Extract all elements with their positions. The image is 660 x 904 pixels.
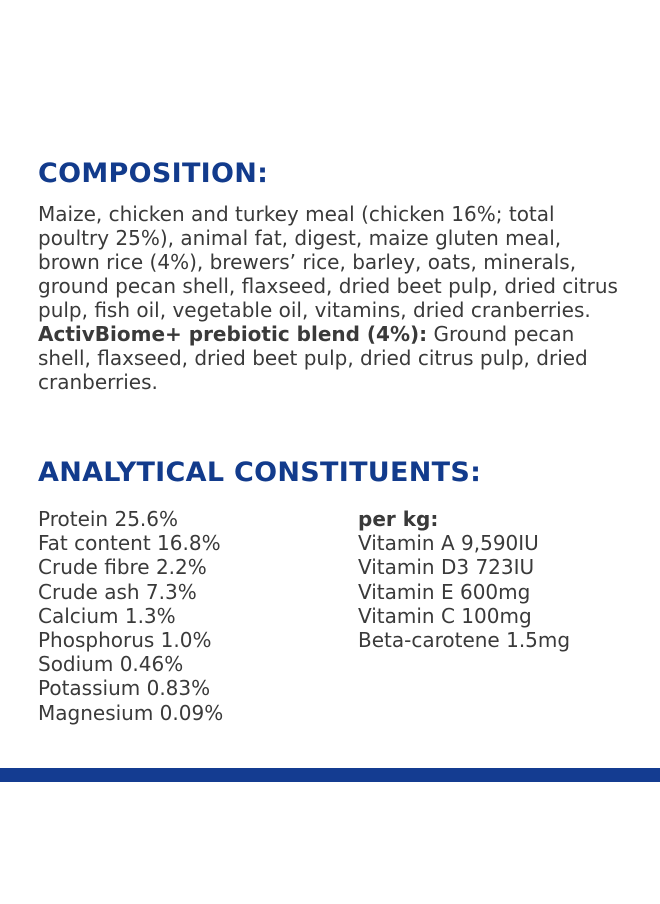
analytical-constituents-heading: ANALYTICAL CONSTITUENTS: (38, 457, 482, 488)
vitamin-item: Vitamin D3 723IU (358, 555, 535, 580)
constituents-list (38, 507, 223, 725)
vitamin-item: Vitamin C 100mg (358, 603, 532, 628)
prebiotic-blend (38, 322, 628, 394)
per-kg-label: per kg: (358, 507, 439, 531)
constituent-item: Crude ash 7.3% (38, 579, 197, 604)
constituent-item: Potassium 0.83% (38, 676, 211, 701)
constituent-item: Sodium 0.46% (38, 652, 184, 677)
composition-ingredients: Maize, chicken and turkey meal (chicken 16%; total poultry 25%), animal fat, digest, maize gluten meal, brown rice (4%), brewers’ rice, barley, oats, minerals, ground pecan shell, flaxseed, dried beet pulp, dried citrus pulp, fish oil, vegetable oil, vitamins, dried cranberries. (38, 202, 618, 322)
vitamins-list (358, 507, 570, 652)
composition-heading: COMPOSITION: (38, 158, 269, 189)
vitamin-item: Vitamin E 600mg (358, 579, 531, 604)
constituent-item: Fat content 16.8% (38, 531, 221, 556)
bottom-color-band (0, 768, 660, 782)
prebiotic-blend-label: ActivBiome+ prebiotic blend (4%): (38, 322, 428, 346)
constituent-item: Calcium 1.3% (38, 603, 176, 628)
constituent-item: Magnesium 0.09% (38, 700, 224, 725)
composition-text (38, 202, 628, 394)
constituent-item: Protein 25.6% (38, 507, 178, 531)
prebiotic-blend-text: Ground pecan shell, flaxseed, dried beet pulp, dried citrus pulp, dried cranberries. (38, 322, 588, 394)
vitamin-item: Vitamin A 9,590IU (358, 531, 539, 556)
vitamin-item: Beta-carotene 1.5mg (358, 627, 571, 652)
constituent-item: Crude fibre 2.2% (38, 555, 207, 580)
constituent-item: Phosphorus 1.0% (38, 627, 212, 652)
